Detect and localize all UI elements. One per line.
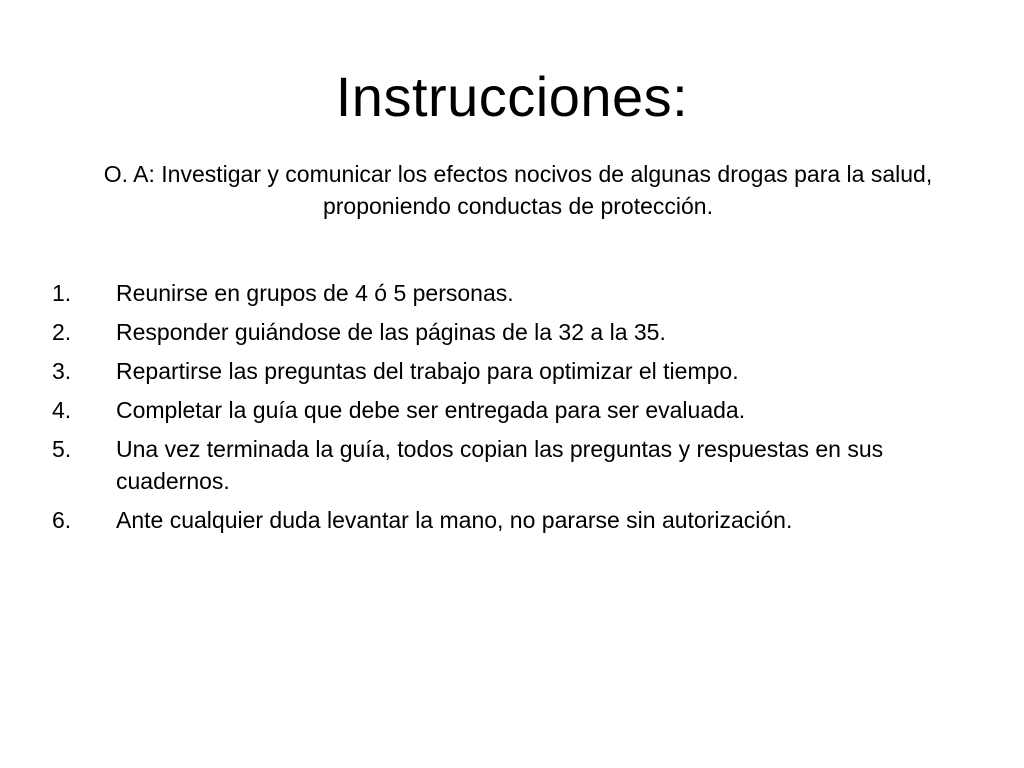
instruction-number: 1. <box>52 280 72 306</box>
instruction-number: 6. <box>52 507 72 533</box>
instruction-text: Responder guiándose de las páginas de la 32 a la 35. <box>116 319 666 345</box>
instruction-text: Completar la guía que debe ser entregada para ser evaluada. <box>116 397 746 423</box>
instruction-text: Repartirse las preguntas del trabajo para optimizar el tiempo. <box>116 358 739 384</box>
instruction-item <box>52 433 952 497</box>
instruction-list <box>52 277 952 543</box>
instruction-item <box>52 316 952 348</box>
instruction-text: Reunirse en grupos de 4 ó 5 personas. <box>116 280 514 306</box>
instruction-number: 3. <box>52 358 72 384</box>
slide-title: Instrucciones: <box>335 65 689 128</box>
learning-objective: O. A: Investigar y comunicar los efectos nocivos de algunas drogas para la salud, proponiendo conductas de protección. <box>103 161 933 219</box>
instruction-text: Ante cualquier duda levantar la mano, no pararse sin autorización. <box>116 507 793 533</box>
instruction-item <box>52 355 952 387</box>
instruction-number: 2. <box>52 319 72 345</box>
instruction-number: 4. <box>52 397 72 423</box>
instruction-item <box>52 277 952 309</box>
instruction-item <box>52 394 952 426</box>
instruction-text: Una vez terminada la guía, todos copian las preguntas y respuestas en sus cuadernos. <box>116 436 884 494</box>
instruction-item <box>52 504 952 536</box>
instruction-number: 5. <box>52 436 72 462</box>
